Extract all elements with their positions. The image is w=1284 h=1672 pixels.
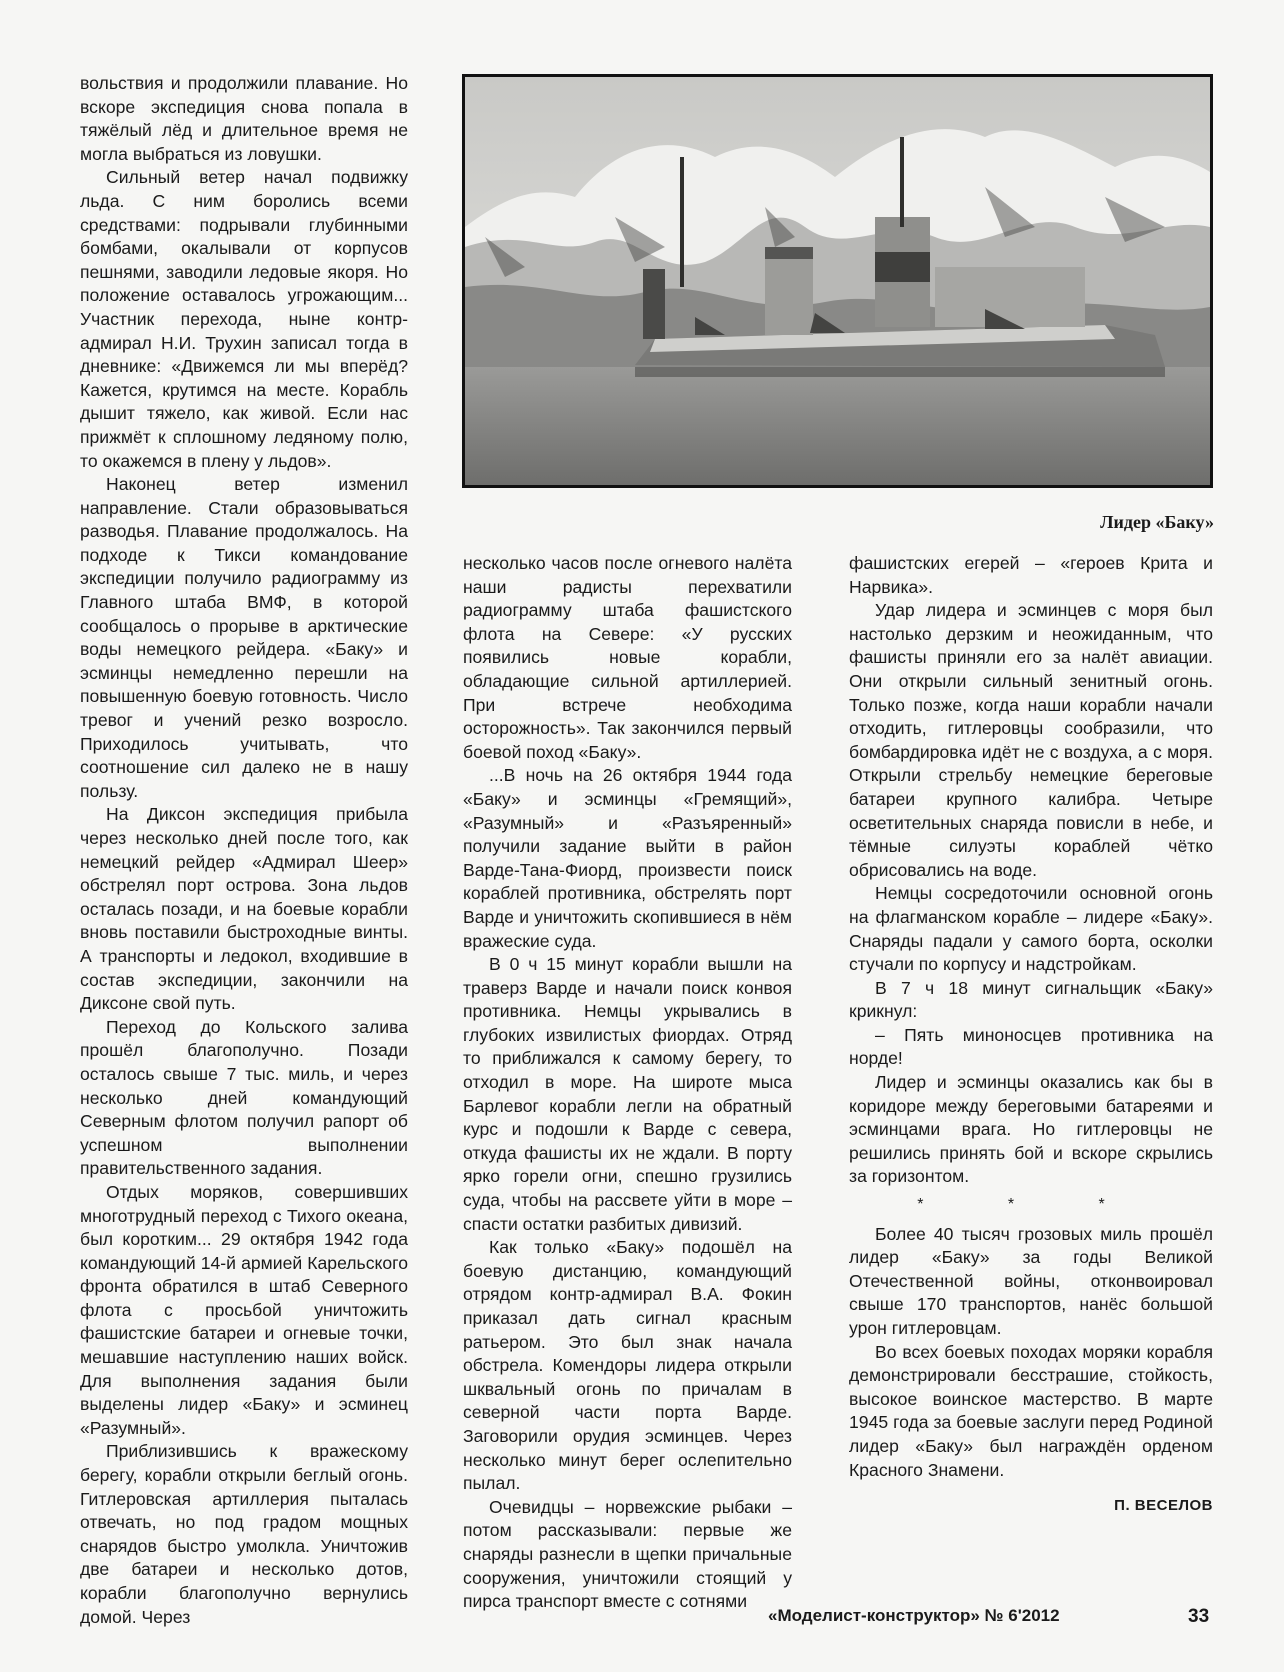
paragraph: – Пять миноносцев противника на норде! <box>849 1024 1213 1069</box>
paragraph: Очевидцы – норвежские рыбаки – потом рассказывали: первые же снаряды разнесли в щепки причальные сооружения, уничтожили стоящий у пирса транспорт вместе с сотнями <box>463 1496 792 1612</box>
section-separator: * * * <box>917 1196 1145 1214</box>
paragraph: Переход до Кольского залива прошёл благополучно. Позади осталось свыше 7 тыс. миль, и через несколько дней командующий Северным флотом получил рапорт об успешном выполнении правительственного задания. <box>80 1016 408 1179</box>
paragraph: фашистских егерей – «героев Крита и Нарвика». <box>849 553 1213 597</box>
photo-caption: Лидер «Баку» <box>1100 512 1214 532</box>
paragraph: ...В ночь на 26 октября 1944 года «Баку» и эсминцы «Гремящий», «Разумный» и «Разъяренный» получили задание выйти в район Варде-Тана-Фиорд, произвести поиск кораблей противника, обстрелять порт Варде и уничтожить скопившиеся в нём вражеские суда. <box>463 765 792 951</box>
paragraph: Во всех боевых походах моряки корабля демонстрировали бесстрашие, стойкость, высокое воинское мастерство. В марте 1945 года за боевые заслуги перед Родиной лидер «Баку» был награждён орденом Красного Знамени. <box>849 1341 1213 1480</box>
paragraph: На Диксон экспедиция прибыла через несколько дней после того, как немецкий рейдер «Адмирал Шеер» обстрелял порт острова. Зона льдов осталась позади, и на боевые корабли вновь поставили быстроходные винты. А транспорты и ледокол, входившие в состав экспедиции, закончили на Диксоне свой путь. <box>80 804 408 1014</box>
magazine-title: «Моделист-конструктор» № 6'2012 <box>768 1606 1060 1625</box>
paragraph: Немцы сосредоточили основной огонь на флагманском корабле – лидере «Баку». Снаряды падали у самого борта, осколки стучали по корпусу и надстройкам. <box>849 883 1213 975</box>
article-column-3 <box>849 552 1213 1518</box>
paragraph: В 0 ч 15 минут корабли вышли на траверз Варде и начали поиск конвоя противника. Немцы укрывались в глубоких извилистых фиордах. Отряд то приближался к самому берегу, то отходил в море. На широте мыса Барлевог корабли легли на обратный курс и подошли к Варде с севера, откуда фашисты их не ждали. В порту ярко горели огни, спешно грузились суда, чтобы на рассвете уйти в море – спасти остатки разбитых дивизий. <box>463 954 792 1234</box>
paragraph: вольствия и продолжили плавание. Но вскоре экспедиция снова попала в тяжёлый лёд и длительное время не могла выбраться из ловушки. <box>80 73 408 164</box>
author-signature: П. ВЕСЕЛОВ <box>1114 1497 1213 1515</box>
paragraph: В 7 ч 18 минут сигнальщик «Баку» крикнул: <box>849 977 1213 1022</box>
article-column-1 <box>80 72 408 1629</box>
paragraph: Удар лидера и эсминцев с моря был настолько дерзким и неожиданным, что фашисты приняли его за налёт авиации. Они открыли сильный зенитный огонь. Только позже, когда наши корабли начали отходить, гитлеровцы сообразили, что бомбардировка идёт не с воздуха, а с моря. Открыли стрельбу немецкие береговые батареи крупного калибра. Четыре осветительных снаряда повисли в небе, и тёмные силуэты кораблей чётко обрисовались на воде. <box>849 600 1213 880</box>
paragraph: Наконец ветер изменил направление. Стали образовываться разводья. Плавание продолжалось. На подходе к Тикси командование экспедиции получило радиограмму из Главного штаба ВМФ, в которой сообщалось о прорыве в арктические воды немецкого рейдера. «Баку» и эсминцы немедленно перешли на повышенную боевую готовность. Число тревог и учений резко возросло. Приходилось учитывать, что соотношение сил далеко не в нашу пользу. <box>80 474 408 801</box>
paragraph: Приблизившись к вражескому берегу, корабли открыли беглый огонь. Гитлеровская артиллерия пыталась отвечать, но под градом мощных снарядов быстро умолкла. Уничтожив две батареи и несколько дотов, корабли благополучно вернулись домой. Через <box>80 1441 408 1627</box>
page-number: 33 <box>1188 1606 1210 1627</box>
paragraph: Как только «Баку» подошёл на боевую дистанцию, командующий отрядом контр-адмирал В.А. Фокин приказал дать сигнал красным ратьером. Это был знак начала обстрела. Комендоры лидера открыли шквальный огонь по причалам в северной части порта Варде. Заговорили орудия эсминцев. Через несколько минут берег ослепительно пылал. <box>463 1237 792 1494</box>
ship-photo-illustration <box>465 77 1210 485</box>
paragraph: несколько часов после огневого налёта наши радисты перехватили радиограмму штаба фашистского флота на Севере: «У русских появились новые корабли, обладающие сильной артиллерией. При встрече необходима осторожность». Так закончился первый боевой поход «Баку». <box>463 553 792 762</box>
ship-photo <box>462 74 1213 488</box>
paragraph: Отдых моряков, совершивших многотрудный переход с Тихого океана, был коротким... 29 октября 1942 года командующий 14-й армией Карельского фронта обратился в штаб Северного флота с просьбой уничтожить фашистские батареи и огневые точки, мешавшие наступлению наших войск. Для выполнения задания были выделены лидер «Баку» и эсминец «Разумный». <box>80 1181 408 1438</box>
paragraph: Более 40 тысяч грозовых миль прошёл лидер «Баку» за годы Великой Отечественной войны, отконвоировал свыше 170 транспортов, нанёс большой урон гитлеровцам. <box>849 1223 1213 1338</box>
article-column-2 <box>463 552 792 1614</box>
paragraph: Сильный ветер начал подвижку льда. С ним боролись всеми средствами: подрывали глубинными бомбами, окалывали от корпусов пешнями, заводили ледовые якоря. Но положение оставалось угрожающим... Участник перехода, ныне контр-адмирал Н.И. Трухин записал тогда в дневнике: «Движемся ли мы вперёд? Кажется, крутимся на месте. Корабль дышит тяжело, как живой. Если нас прижмёт к сплошному ледяному полю, то окажемся в плену у льдов». <box>80 167 408 471</box>
paragraph: Лидер и эсминцы оказались как бы в коридоре между береговыми батареями и эсминцами врага. Но гитлеровцы не решились принять бой и вскоре скрылись за горизонтом. <box>849 1072 1213 1187</box>
